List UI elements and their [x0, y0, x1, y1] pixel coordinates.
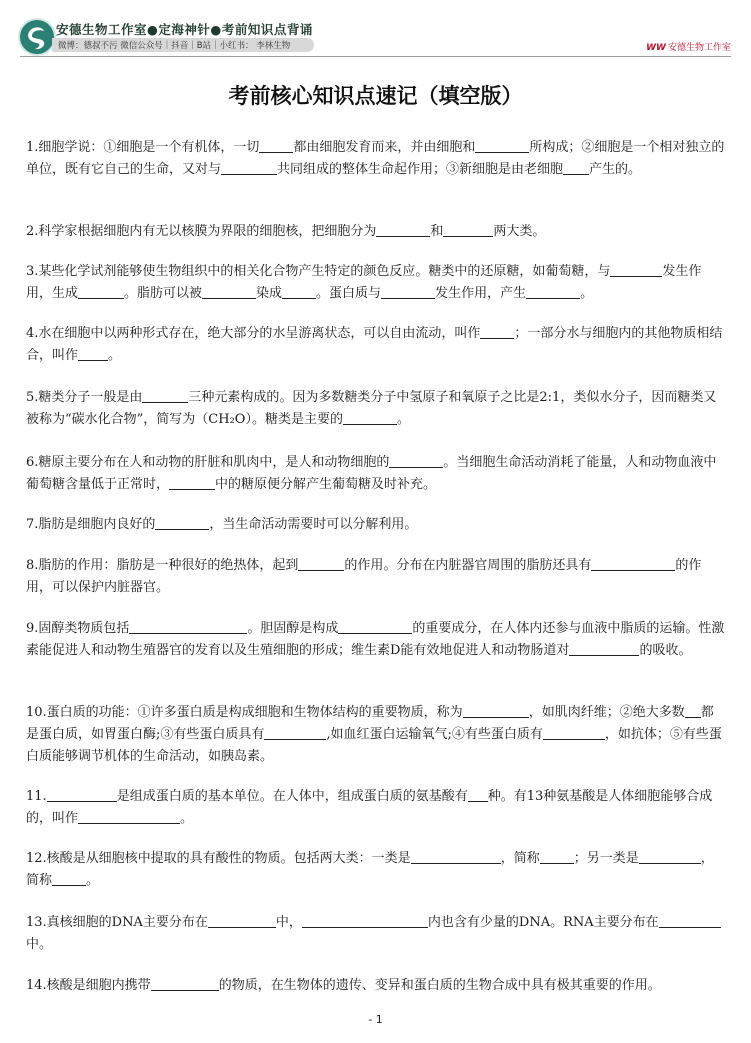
page-number: - 1 — [368, 1013, 383, 1026]
blank — [389, 453, 443, 468]
blank — [480, 324, 514, 339]
question-6: 6.糖原主要分布在人和动物的肝脏和肌肉中，是人和动物细胞的 。当细胞生命活动消耗了能量，人和动物血液中葡萄糖含量低于正常时， 中的糖原便分解产生葡萄糖及时补充。 — [26, 455, 717, 492]
blank — [569, 641, 639, 656]
blank — [151, 976, 219, 991]
blank — [78, 346, 108, 361]
blank — [376, 222, 430, 237]
blank — [129, 619, 247, 634]
blank — [463, 703, 529, 718]
question-9: 9.固醇类物质包括 。胆固醇是构成 的重要成分，在人体内还参与血液中脂质的运输。性激素能促进人和动物生殖器官的发育以及生殖细胞的形成；维生素D能有效地促进人和动物肠道对 的吸收。 — [26, 621, 725, 658]
blank — [338, 619, 412, 634]
blank — [142, 388, 188, 403]
blank — [282, 284, 316, 299]
question-1: 1.细胞学说：①细胞是一个有机体，一切 都由细胞发育而来，并由细胞和 所构成；②细胞是一个相对独立的单位，既有它自己的生命，又对与 共同组成的整体生命起作用；③新细胞是由老细胞 产生的。 — [26, 140, 725, 177]
blank — [685, 703, 701, 718]
blank — [381, 284, 435, 299]
question-4: 4.水在细胞中以两种形式存在，绝大部分的水呈游离状态，可以自由流动，叫作 ；一部分水与细胞内的其他物质相结合，叫作 。 — [26, 326, 723, 363]
question-3: 3.某些化学试剂能够使生物组织中的相关化合物产生特定的颜色反应。糖类中的还原糖，如葡萄糖，与 发生作用，生成 。脂肪可以被 染成 。蛋白质与 发生作用，产生 。 — [26, 264, 702, 301]
blank — [155, 515, 209, 530]
blank — [47, 787, 117, 802]
blank — [264, 725, 326, 740]
blank — [639, 849, 701, 864]
blank — [526, 284, 580, 299]
question-10: 10.蛋白质的功能：①许多蛋白质是构成细胞和生物体结构的重要物质，称为 ，如肌肉纤维；②绝大多数 都是蛋白质，如胃蛋白酶;③有些蛋白质具有 ,如血红蛋白运输氧气;④有些蛋白质有 ，如抗体；⑤有些蛋白质能够调节机体的生命活动，如胰岛素。 — [26, 705, 722, 764]
social-accounts: 微博：德叔不污 微信公众号｜抖音｜B站｜小红书： 李林生物 — [58, 41, 291, 51]
question-2: 2.科学家根据细胞内有无以核膜为界限的细胞核，把细胞分为 和 两大类。 — [26, 224, 546, 239]
blank — [302, 913, 428, 928]
blank — [78, 809, 180, 824]
blank — [475, 138, 529, 153]
blank — [563, 160, 589, 175]
blank — [221, 160, 277, 175]
blank — [543, 725, 605, 740]
blank — [540, 849, 574, 864]
header-divider — [20, 56, 731, 57]
question-11: 11. 是组成蛋白质的基本单位。在人体中，组成蛋白质的氨基酸有 种。有13种氨基酸是人体细胞能够合成的，叫作 。 — [26, 789, 713, 826]
blank — [343, 410, 397, 425]
blank — [208, 913, 276, 928]
question-8: 8.脂肪的作用：脂肪是一种很好的绝热体，起到 的作用。分布在内脏器官周围的脂肪还具有 的作用，可以保护内脏器官。 — [26, 558, 702, 595]
ww-mark: WW — [646, 43, 666, 53]
question-13: 13.真核细胞的DNA主要分布在 中， 内也含有少量的DNA。RNA主要分布在中。 — [26, 912, 726, 956]
blank — [591, 556, 675, 571]
header-right-text: 安德生物工作室 — [667, 43, 731, 53]
blank — [169, 475, 215, 490]
question-12: 12.核酸是从细胞核中提取的具有酸性的物质。包括两大类：一类是 ，简称 ；另一类是 ，简称 。 — [26, 851, 714, 888]
blank — [468, 787, 488, 802]
blank — [52, 871, 86, 886]
blank — [443, 222, 493, 237]
question-5: 5.糖类分子一般是由 三种元素构成的。因为多数糖类分子中氢原子和氧原子之比是2:1，类似水分子，因而糖类又被称为“碳水化合物”，简写为（CH₂O）。糖类是主要的 。 — [26, 390, 717, 427]
studio-logo-icon — [20, 20, 54, 54]
blank — [610, 262, 662, 277]
page-title: 考前核心知识点速记（填空版） — [228, 84, 523, 108]
studio-name: 安德生物工作室●定海神针●考前知识点背诵 — [56, 22, 313, 37]
blank — [659, 913, 721, 928]
blank — [78, 284, 124, 299]
question-14: 14.核酸是细胞内携带 的物质，在生物体的遗传、变异和蛋白质的生物合成中具有极其重要的作用。 — [26, 978, 661, 993]
blank — [411, 849, 501, 864]
header-watermark — [646, 40, 731, 53]
blank — [202, 284, 256, 299]
page-header — [0, 0, 751, 60]
blank — [298, 556, 344, 571]
blank — [259, 138, 293, 153]
question-7: 7.脂肪是细胞内良好的 ，当生命活动需要时可以分解利用。 — [26, 517, 418, 532]
